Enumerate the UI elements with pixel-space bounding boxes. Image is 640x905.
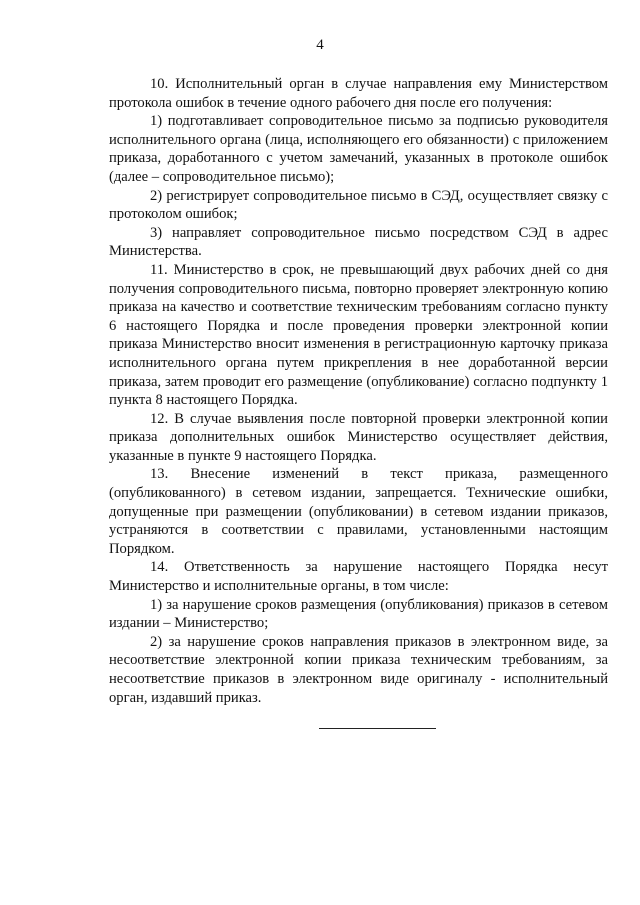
end-of-document-line	[319, 728, 436, 729]
paragraph-10-item-3: 3) направляет сопроводительное письмо посредством СЭД в адрес Министерства.	[109, 224, 608, 260]
page-number: 4	[316, 37, 324, 53]
paragraph-10-item-1: 1) подготавливает сопроводительное письмо за подписью руководителя исполнительного органа (лица, исполняющего его обязанности) с приложением приказа, доработанного с учетом замечаний, указанных в протоколе ошибок (далее – сопроводительное письмо);	[109, 113, 608, 185]
paragraph-13: 13. Внесение изменений в текст приказа, размещенного (опубликованного) в сетевом издании, запрещается. Технические ошибки, допущенные при размещении (опубликовании) в сетевом издании приказов, устраняются в соответствии с правилами, установленными настоящим Порядком.	[109, 466, 608, 557]
paragraph-14-item-1: 1) за нарушение сроков размещения (опубликования) приказов в сетевом издании – Министерство;	[109, 596, 608, 632]
paragraph-11: 11. Министерство в срок, не превышающий двух рабочих дней со дня получения сопроводительного письма, повторно проверяет электронную копию приказа на качество и соответствие техническим требованиям согласно пункту 6 настоящего Порядка и после проведения проверки электронной копии приказа Министерство вносит изменения в регистрационную карточку приказа исполнительного органа путем прикрепления в нее доработанной версии приказа, затем проводит его размещение (опубликование) согласно подпункту 1 пункта 8 настоящего Порядка.	[109, 261, 608, 409]
paragraph-10: 10. Исполнительный орган в случае направления ему Министерством протокола ошибок в течение одного рабочего дня после его получения:	[109, 76, 608, 111]
paragraph-14-item-2: 2) за нарушение сроков направления приказов в электронном виде, за несоответствие электронной копии приказа техническим требованиям, за несоответствие приказов в электронном виде оригиналу - исполнительный орган, издавший приказ.	[109, 633, 608, 706]
paragraph-14: 14. Ответственность за нарушение настоящего Порядка несут Министерство и исполнительные органы, в том числе:	[109, 559, 608, 595]
paragraph-10-item-2: 2) регистрирует сопроводительное письмо в СЭД, осуществляет связку с протоколом ошибок;	[109, 187, 608, 223]
paragraph-12: 12. В случае выявления после повторной проверки электронной копии приказа дополнительных ошибок Министерство осуществляет действия, указанные в пункте 9 настоящего Порядка.	[109, 410, 608, 464]
document-body	[109, 75, 608, 707]
